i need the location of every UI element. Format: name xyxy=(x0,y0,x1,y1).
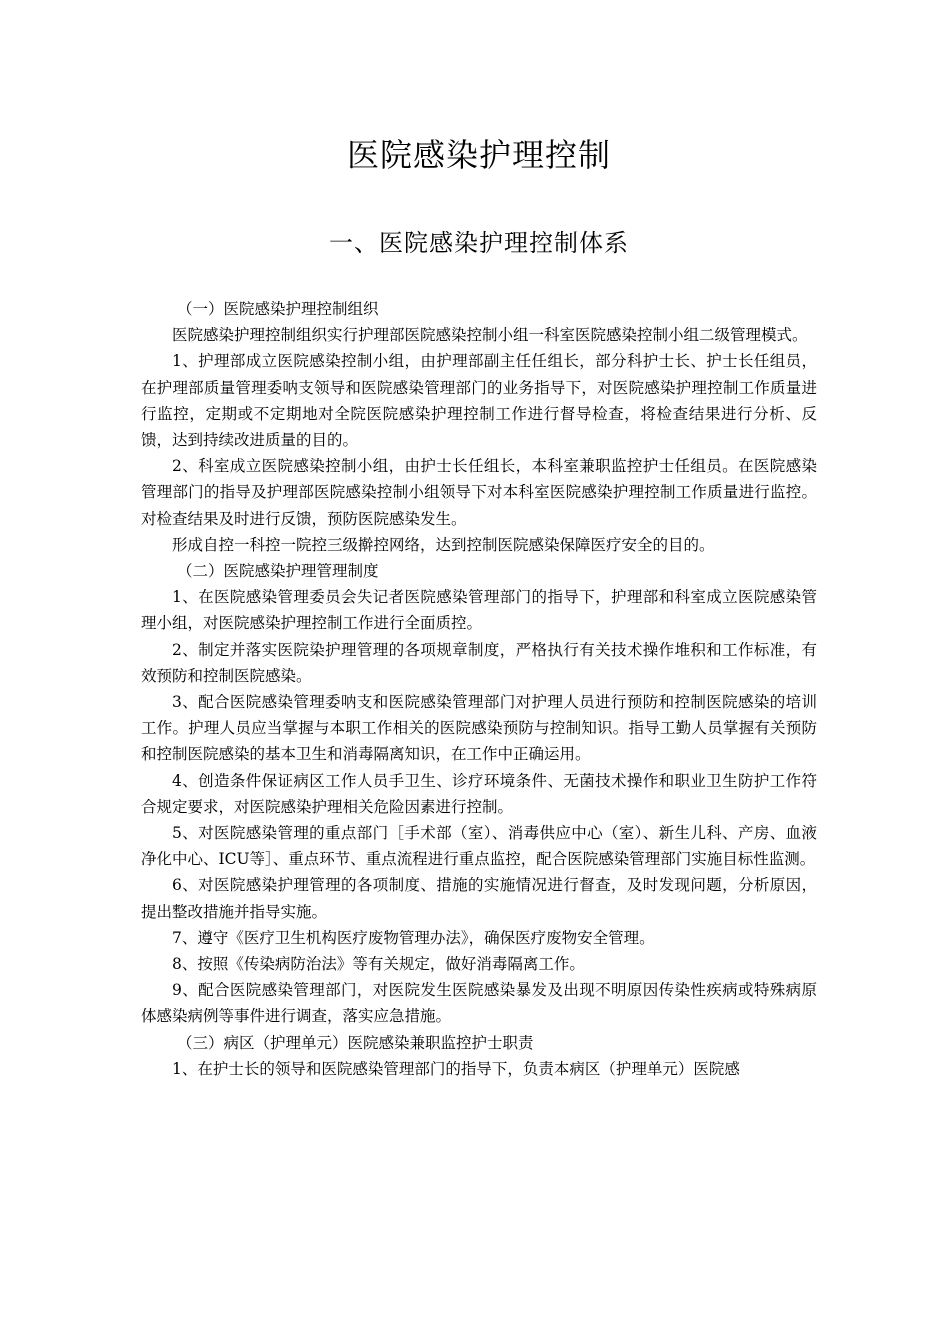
paragraph: 8、按照《传染病防治法》等有关规定，做好消毒隔离工作。 xyxy=(172,955,585,974)
subsection-heading: （三）病区（护理单元）医院感染兼职监控护士职责 xyxy=(177,1033,534,1052)
paragraph: 9、配合医院感染管理部门，对医院发生医院感染暴发及出现不明原因传染性疾病或特殊病原体感染病例等事件进行调查，落实应急措施。 xyxy=(141,981,817,1026)
document-title: 医院感染护理控制 xyxy=(346,136,611,174)
paragraph: 2、科室成立医院感染控制小组，由护士长任组长，本科室兼职监控护士任组员。在医院感染管理部门的指导及护理部医院感染控制小组领导下对本科室医院感染护理控制工作质量进行监控。对检查结果及时进行反馈，预防医院感染发生。 xyxy=(141,457,817,528)
paragraph: 6、对医院感染护理管理的各项制度、措施的实施情况进行督查，及时发现问题，分析原因，提出整改措施并指导实施。 xyxy=(141,876,817,921)
paragraph: 1、护理部成立医院感染控制小组，由护理部副主任任组长，部分科护士长、护士长任组员，在护理部质量管理委呐支领导和医院感染管理部门的业务指导下，对医院感染护理控制工作质量进行监控，定期或不定期地对全院医院感染护理控制工作进行督导检查，将检查结果进行分析、反馈，达到持续改进质量的目的。 xyxy=(141,352,817,450)
paragraph: 形成自控一科控一院控三级擀控网络，达到控制医院感染保障医疗安全的目的。 xyxy=(172,535,715,554)
document-body xyxy=(141,296,817,1082)
paragraph: 1、在护士长的领导和医院感染管理部门的指导下，负责本病区（护理单元）医院感 xyxy=(172,1059,740,1078)
paragraph: 2、制定并落实医院染护理管理的各项规章制度，严格执行有关技术操作堆积和工作标准，有效预防和控制医院感染。 xyxy=(141,640,817,685)
section-title: 一、医院感染护理控制体系 xyxy=(329,229,629,257)
paragraph: 1、在医院感染管理委员会失记者医院感染管理部门的指导下，护理部和科室成立医院感染管理小组，对医院感染护理控制工作进行全面质控。 xyxy=(141,588,817,633)
paragraph: 4、创造条件保证病区工作人员手卫生、诊疗环境条件、无菌技术操作和职业卫生防护工作符合规定要求，对医院感染护理相关危险因素进行控制。 xyxy=(141,771,817,816)
subsection-heading: （一）医院感染护理控制组织 xyxy=(177,300,379,318)
paragraph: 医院感染护理控制组织实行护理部医院感染控制小组一科室医院感染控制小组二级管理模式。 xyxy=(172,326,808,345)
paragraph: 3、配合医院感染管理委呐支和医院感染管理部门对护理人员进行预防和控制医院感染的培训工作。护理人员应当掌握与本职工作相关的医院感染预防与控制知识。指导工勤人员掌握有关预防和控制医院感染的基本卫生和消毒隔离知识，在工作中正确运用。 xyxy=(141,693,817,764)
subsection-heading: （二）医院感染护理管理制度 xyxy=(177,562,379,581)
paragraph: 7、遵守《医疗卫生机构医疗废物管理办法》，确保医疗废物安全管理。 xyxy=(172,928,655,947)
paragraph: 5、对医院感染管理的重点部门［手术部（室）、消毒供应中心（室）、新生儿科、产房、血液净化中心、ICU等］、重点环节、重点流程进行重点监控，配合医院感染管理部门实施目标性监测。 xyxy=(141,824,817,869)
